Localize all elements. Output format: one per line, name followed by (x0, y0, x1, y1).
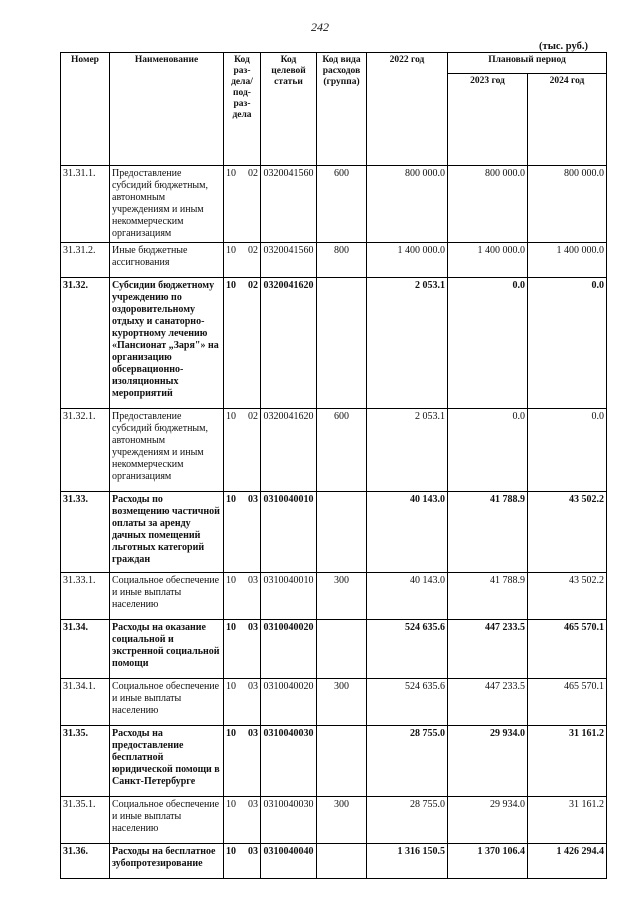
row-number: 31.35. (61, 726, 110, 797)
row-name: Предоставление субсидий бюджетным, автономным учреждениям и иным некоммерческим организациям (110, 409, 224, 492)
row-section-code (224, 573, 261, 620)
row-value-2023: 0.0 (448, 409, 528, 492)
row-value-2024: 1 426 294.4 (528, 844, 607, 879)
header-number: Номер (61, 53, 110, 166)
row-value-2022: 40 143.0 (367, 573, 448, 620)
row-podrazdel: 02 (248, 411, 258, 422)
table-row (61, 243, 607, 278)
row-expense-code (317, 844, 367, 879)
row-name: Предоставление субсидий бюджетным, автономным учреждениям и иным некоммерческим организациям (110, 166, 224, 243)
row-razdel: 10 (226, 494, 236, 505)
row-number: 31.35.1. (61, 797, 110, 844)
row-razdel: 10 (226, 728, 236, 739)
row-value-2024: 465 570.1 (528, 679, 607, 726)
row-value-2024: 0.0 (528, 409, 607, 492)
table-row (61, 573, 607, 620)
row-number: 31.34. (61, 620, 110, 679)
row-target-code: 0320041560 (261, 166, 317, 243)
row-target-code: 0320041620 (261, 409, 317, 492)
table-row (61, 844, 607, 879)
row-value-2023: 29 934.0 (448, 797, 528, 844)
row-name: Социальное обеспечение и иные выплаты населению (110, 573, 224, 620)
row-value-2023: 447 233.5 (448, 620, 528, 679)
row-target-code: 0310040030 (261, 797, 317, 844)
row-number: 31.32. (61, 278, 110, 409)
row-number: 31.31.2. (61, 243, 110, 278)
row-expense-code: 600 (317, 409, 367, 492)
row-value-2022: 800 000.0 (367, 166, 448, 243)
row-name: Расходы по возмещению частичной оплаты за аренду дачных помещений льготных категорий граждан (110, 492, 224, 573)
row-expense-code (317, 278, 367, 409)
row-name: Социальное обеспечение и иные выплаты населению (110, 679, 224, 726)
row-podrazdel: 03 (248, 494, 258, 505)
page-number: 242 (311, 20, 329, 34)
row-podrazdel: 03 (248, 846, 258, 857)
row-value-2023: 41 788.9 (448, 573, 528, 620)
row-value-2022: 1 316 150.5 (367, 844, 448, 879)
row-podrazdel: 03 (248, 728, 258, 739)
row-razdel: 10 (226, 622, 236, 633)
row-podrazdel: 02 (248, 280, 258, 291)
unit-label: (тыс. руб.) (539, 41, 588, 52)
header-year-2022: 2022 год (367, 53, 448, 166)
row-target-code: 0310040010 (261, 573, 317, 620)
row-razdel: 10 (226, 245, 236, 256)
row-value-2024: 1 400 000.0 (528, 243, 607, 278)
row-name: Субсидии бюджетному учреждению по оздоровительному отдыху и санаторно-курортному лечению «Пансионат „Заря"» на организацию обсервационно-изоляционных мероприятий (110, 278, 224, 409)
row-razdel: 10 (226, 168, 236, 179)
row-razdel: 10 (226, 846, 236, 857)
row-expense-code: 300 (317, 573, 367, 620)
row-name: Социальное обеспечение и иные выплаты населению (110, 797, 224, 844)
row-section-code (224, 844, 261, 879)
row-podrazdel: 02 (248, 168, 258, 179)
header-year-2023: 2023 год (448, 74, 528, 166)
row-expense-code (317, 492, 367, 573)
row-value-2024: 0.0 (528, 278, 607, 409)
row-razdel: 10 (226, 575, 236, 586)
row-name: Расходы на оказание социальной и экстренной социальной помощи (110, 620, 224, 679)
row-podrazdel: 03 (248, 681, 258, 692)
header-target-code: Код целевой статьи (261, 53, 317, 166)
table-row (61, 797, 607, 844)
row-value-2022: 524 635.6 (367, 620, 448, 679)
row-value-2024: 31 161.2 (528, 726, 607, 797)
row-target-code: 0310040020 (261, 620, 317, 679)
row-section-code (224, 620, 261, 679)
row-podrazdel: 03 (248, 622, 258, 633)
row-expense-code: 800 (317, 243, 367, 278)
row-value-2024: 31 161.2 (528, 797, 607, 844)
row-podrazdel: 02 (248, 245, 258, 256)
header-expense-code: Код вида расходов (группа) (317, 53, 367, 166)
row-target-code: 0310040040 (261, 844, 317, 879)
row-expense-code: 300 (317, 797, 367, 844)
row-expense-code: 300 (317, 679, 367, 726)
row-target-code: 0310040030 (261, 726, 317, 797)
row-number: 31.32.1. (61, 409, 110, 492)
row-podrazdel: 03 (248, 799, 258, 810)
table-body (61, 166, 607, 879)
row-expense-code (317, 726, 367, 797)
row-expense-code: 600 (317, 166, 367, 243)
table-row (61, 620, 607, 679)
row-razdel: 10 (226, 280, 236, 291)
row-number: 31.36. (61, 844, 110, 879)
row-expense-code (317, 620, 367, 679)
row-value-2023: 800 000.0 (448, 166, 528, 243)
table-row (61, 409, 607, 492)
row-razdel: 10 (226, 681, 236, 692)
header-section-code: Код раз-дела/под-раз-дела (224, 53, 261, 166)
row-number: 31.34.1. (61, 679, 110, 726)
row-value-2022: 40 143.0 (367, 492, 448, 573)
row-value-2022: 2 053.1 (367, 409, 448, 492)
row-name: Иные бюджетные ассигнования (110, 243, 224, 278)
row-razdel: 10 (226, 411, 236, 422)
row-value-2024: 800 000.0 (528, 166, 607, 243)
header-planning-period: Плановый период (448, 53, 607, 74)
row-value-2023: 29 934.0 (448, 726, 528, 797)
row-number: 31.33.1. (61, 573, 110, 620)
row-value-2023: 1 400 000.0 (448, 243, 528, 278)
row-target-code: 0320041620 (261, 278, 317, 409)
row-value-2022: 2 053.1 (367, 278, 448, 409)
table-row (61, 726, 607, 797)
row-section-code (224, 492, 261, 573)
row-value-2022: 524 635.6 (367, 679, 448, 726)
row-section-code (224, 243, 261, 278)
row-value-2022: 28 755.0 (367, 797, 448, 844)
row-number: 31.33. (61, 492, 110, 573)
row-section-code (224, 726, 261, 797)
row-value-2024: 43 502.2 (528, 492, 607, 573)
row-name: Расходы на предоставление бесплатной юридической помощи в Санкт-Петербурге (110, 726, 224, 797)
row-name: Расходы на бесплатное зубопротезирование (110, 844, 224, 879)
row-number: 31.31.1. (61, 166, 110, 243)
header-name: Наименование (110, 53, 224, 166)
budget-table (60, 52, 607, 879)
table-row (61, 679, 607, 726)
row-target-code: 0320041560 (261, 243, 317, 278)
row-podrazdel: 03 (248, 575, 258, 586)
row-value-2024: 43 502.2 (528, 573, 607, 620)
row-value-2023: 447 233.5 (448, 679, 528, 726)
row-section-code (224, 278, 261, 409)
row-value-2023: 0.0 (448, 278, 528, 409)
row-value-2023: 1 370 106.4 (448, 844, 528, 879)
row-section-code (224, 679, 261, 726)
table-row (61, 278, 607, 409)
row-target-code: 0310040020 (261, 679, 317, 726)
row-target-code: 0310040010 (261, 492, 317, 573)
row-value-2024: 465 570.1 (528, 620, 607, 679)
row-section-code (224, 409, 261, 492)
table-row (61, 166, 607, 243)
table-header (61, 53, 607, 166)
row-razdel: 10 (226, 799, 236, 810)
header-year-2024: 2024 год (528, 74, 607, 166)
row-section-code (224, 166, 261, 243)
row-section-code (224, 797, 261, 844)
row-value-2022: 28 755.0 (367, 726, 448, 797)
row-value-2022: 1 400 000.0 (367, 243, 448, 278)
table-row (61, 492, 607, 573)
row-value-2023: 41 788.9 (448, 492, 528, 573)
